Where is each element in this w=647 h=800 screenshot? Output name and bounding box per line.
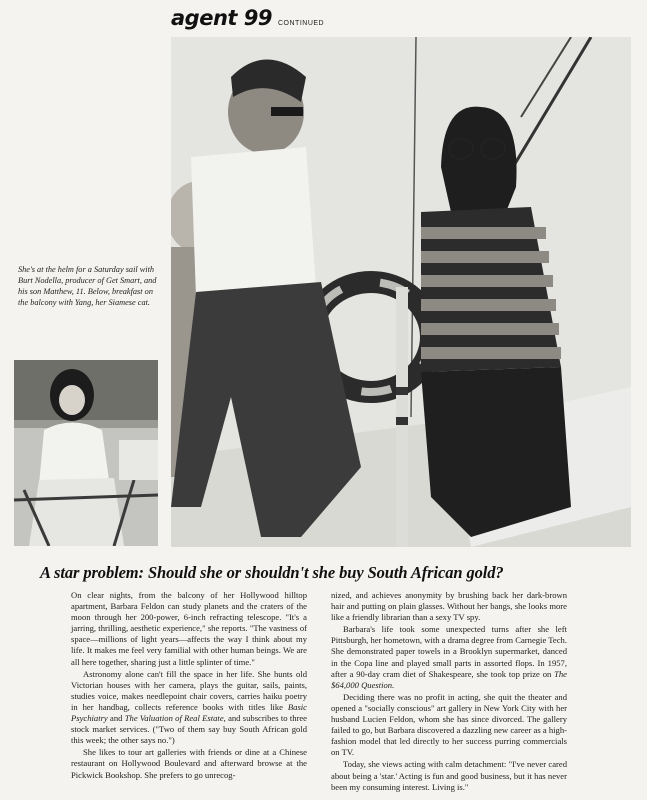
photo-caption: She's at the helm for a Saturday sail with Burt Nodella, producer of Get Smart, and his son Matthew, 11. Below, breakfast on the balcony with Yang, her Siamese cat. [18, 265, 157, 307]
page-header [171, 6, 324, 32]
show-title: The $64,000 Question. [331, 668, 567, 690]
paragraph: Today, she views acting with calm detachment: "I've never cared about being a 'star.' Acting is fun and good business, but it has never been my consuming interest. Living is." [331, 759, 567, 792]
paragraph: Astronomy alone can't fill the space in her life. She hunts old Victorian houses with her camera, plays the guitar, sails, paints, studies voice, makes needlepoint chair covers, carries haiku poetry in her handbag, collects reference books with titles like Basic Psychiatry and The Valuation of Real Estate, and subscribes to three stock market services. ("Two of them say buy South African gold this week; the other says no.") [71, 668, 307, 746]
continued-label: CONTINUED [277, 20, 325, 27]
book-title: The Valuation of Real Estate [124, 713, 224, 724]
book-title: Basic Psychiatry [71, 701, 307, 724]
section-title: agent 99 [171, 6, 272, 30]
paragraph: Deciding there was no profit in acting, she quit the theater and opened a "socially conscious" art gallery in New York City with her husband Lucien Feldon, whom she has since divorced. The gallery failed to go, but Barbara discovered a dazzling new career as a high-fashion model that led directly to her success purring commercials on TV. [331, 691, 567, 758]
small-photo-balcony-breakfast [14, 360, 158, 546]
paragraph: On clear nights, from the balcony of her Hollywood hilltop apartment, Barbara Feldon can study planets and the craters of the moon through her 200-power, 6-inch refracting telescope. "It's a jarring, thrilling, aesthetic experience," she reports. "The vastness of space—millions of light years—affects the way I think about my life. It makes me feel very familial with other human beings. We are all here together, sharing just a little splinter of time." [71, 590, 307, 667]
article-headline: A star problem: Should she or shouldn't she buy South African gold? [40, 563, 504, 582]
article-column-1 [71, 590, 307, 782]
paragraph: She likes to tour art galleries with friends or dine at a Chinese restaurant on Hollywood Boulevard and afterward browse at the Pickwick Bookshop. She prefers to go unrecog- [71, 747, 307, 780]
article-column-2 [331, 590, 567, 794]
main-photo-sailboat [171, 37, 631, 547]
paragraph: nized, and achieves anonymity by brushing back her dark-brown hair and putting on plain glasses. Without her bangs, she looks more like a friendly librarian than a sexy TV spy. [331, 590, 567, 623]
paragraph: Barbara's life took some unexpected turns after she left Pittsburgh, her hometown, with a drama degree from Carnegie Tech. She demonstrated paper towels in a Brooklyn supermarket, danced in the Copa line and played small parts in assorted flops. In 1957, after a 90-day cram diet of Shakespeare, she took top prize on The $64,000 Question. [331, 624, 567, 690]
